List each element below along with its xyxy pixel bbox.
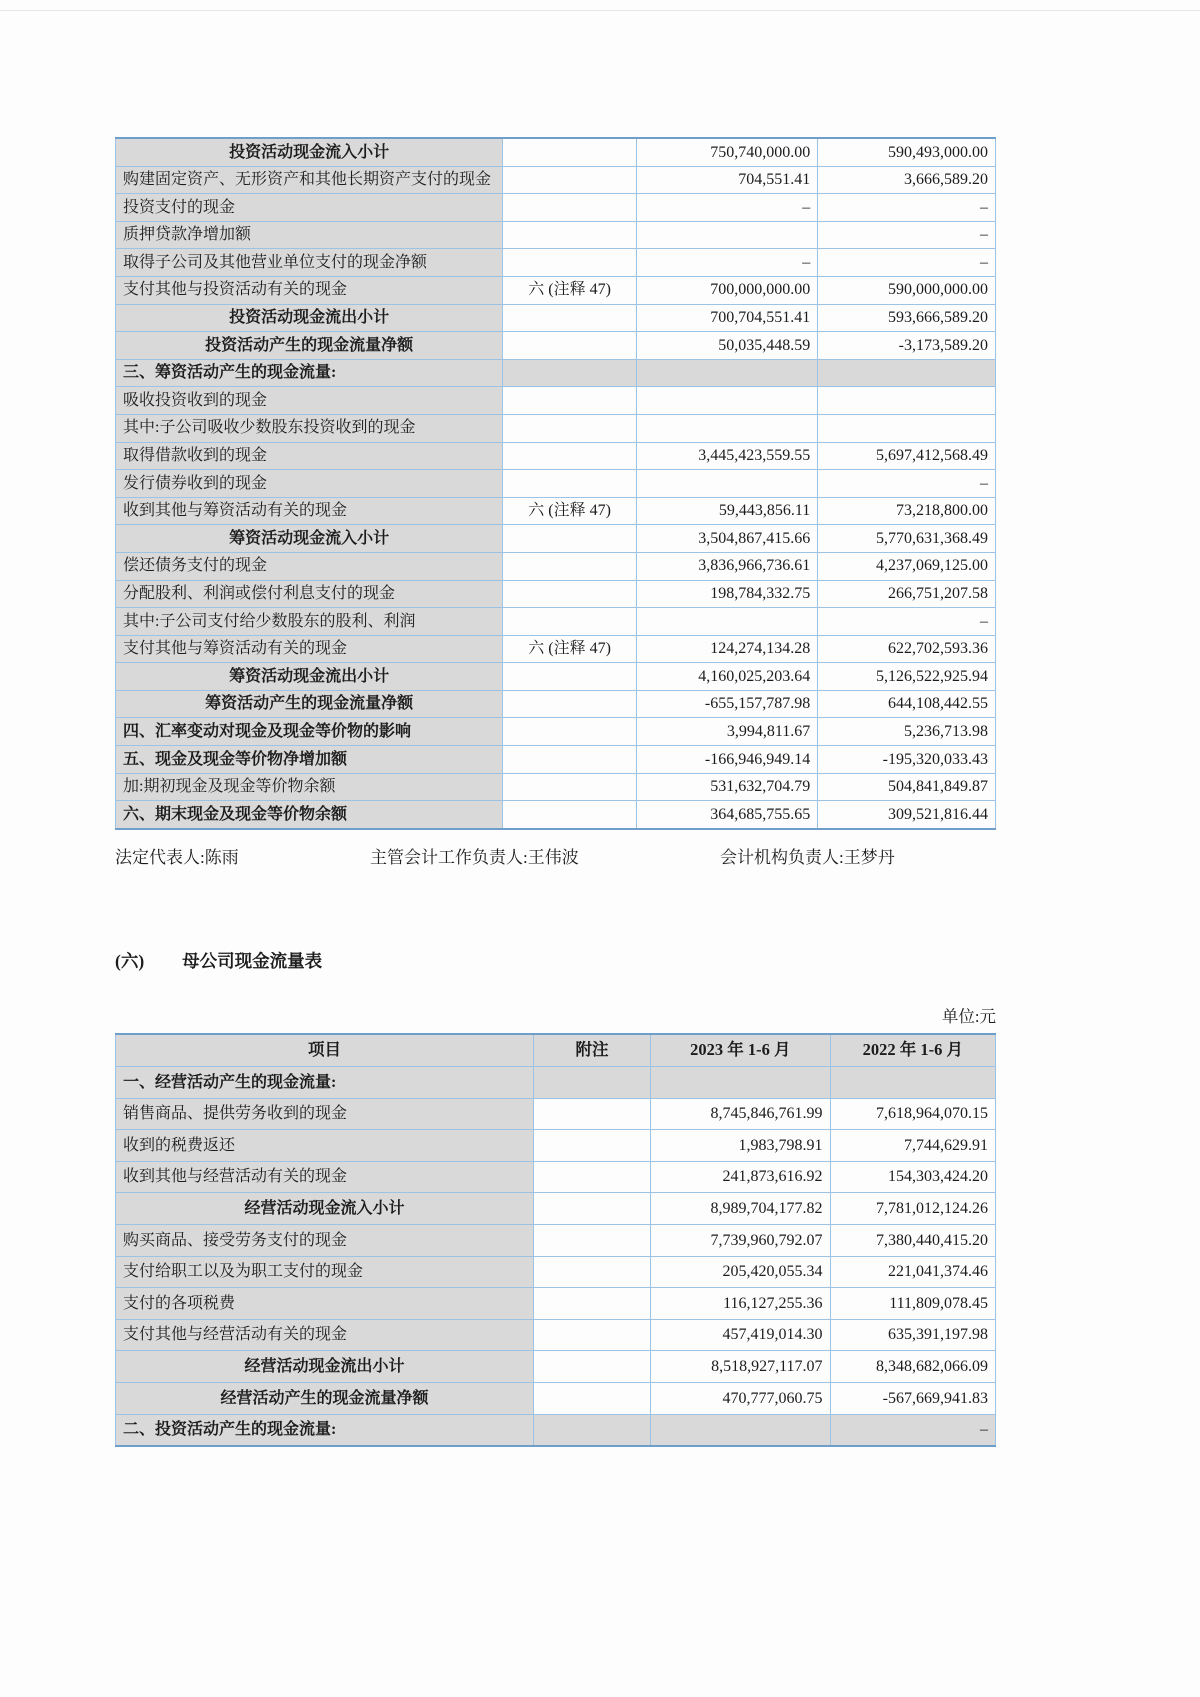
consolidated-cash-flow-table-body bbox=[116, 138, 996, 829]
row-note bbox=[534, 1161, 651, 1193]
row-value-2023: 3,836,966,736.61 bbox=[636, 552, 817, 580]
table-row bbox=[116, 276, 996, 304]
consolidated-cash-flow-table bbox=[115, 137, 996, 830]
table-row bbox=[116, 608, 996, 636]
row-value-2022: 590,000,000.00 bbox=[818, 276, 996, 304]
row-label: 支付其他与投资活动有关的现金 bbox=[116, 276, 503, 304]
row-label: 取得子公司及其他营业单位支付的现金净额 bbox=[116, 249, 503, 277]
row-label: 经营活动产生的现金流量净额 bbox=[116, 1383, 534, 1415]
row-label: 四、汇率变动对现金及现金等价物的影响 bbox=[116, 718, 503, 746]
row-value-2023: -655,157,787.98 bbox=[636, 690, 817, 718]
row-value-2023: 8,518,927,117.07 bbox=[651, 1351, 831, 1383]
row-value-2023: 124,274,134.28 bbox=[636, 635, 817, 663]
row-label: 二、投资活动产生的现金流量: bbox=[116, 1414, 534, 1446]
table-header-row bbox=[116, 1034, 996, 1067]
row-value-2023: 241,873,616.92 bbox=[651, 1161, 831, 1193]
row-value-2022: 5,770,631,368.49 bbox=[818, 525, 996, 553]
table-row bbox=[116, 690, 996, 718]
row-label: 加:期初现金及现金等价物余额 bbox=[116, 773, 503, 801]
table-row bbox=[116, 221, 996, 249]
row-value-2023: 8,989,704,177.82 bbox=[651, 1193, 831, 1225]
table-row bbox=[116, 497, 996, 525]
row-note bbox=[534, 1098, 651, 1130]
row-value-2022: – bbox=[818, 194, 996, 222]
row-note bbox=[503, 387, 637, 415]
row-value-2022: 154,303,424.20 bbox=[830, 1161, 995, 1193]
table-row bbox=[116, 1319, 996, 1351]
row-note bbox=[503, 138, 637, 166]
legal-representative: 法定代表人:陈雨 bbox=[115, 847, 239, 867]
row-value-2022: 5,126,522,925.94 bbox=[818, 663, 996, 691]
row-label: 其中:子公司吸收少数股东投资收到的现金 bbox=[116, 414, 503, 442]
row-note bbox=[503, 552, 637, 580]
row-note bbox=[503, 221, 637, 249]
row-note bbox=[503, 580, 637, 608]
row-value-2023: 50,035,448.59 bbox=[636, 332, 817, 360]
table-row bbox=[116, 166, 996, 194]
row-value-2023: 531,632,704.79 bbox=[636, 773, 817, 801]
row-value-2022: 635,391,197.98 bbox=[830, 1319, 995, 1351]
row-note bbox=[534, 1256, 651, 1288]
table-row bbox=[116, 304, 996, 332]
parent-company-cash-flow-table bbox=[115, 1033, 996, 1447]
row-value-2022: 8,348,682,066.09 bbox=[830, 1351, 995, 1383]
row-note bbox=[503, 359, 637, 387]
row-label: 取得借款收到的现金 bbox=[116, 442, 503, 470]
table-row bbox=[116, 746, 996, 774]
row-note bbox=[503, 801, 637, 829]
row-note bbox=[503, 442, 637, 470]
row-note bbox=[534, 1193, 651, 1225]
row-value-2023 bbox=[636, 221, 817, 249]
row-label: 筹资活动现金流入小计 bbox=[116, 525, 503, 553]
row-note bbox=[503, 608, 637, 636]
row-value-2022: 5,697,412,568.49 bbox=[818, 442, 996, 470]
row-value-2022: 221,041,374.46 bbox=[830, 1256, 995, 1288]
row-label: 支付其他与经营活动有关的现金 bbox=[116, 1319, 534, 1351]
row-value-2022: 593,666,589.20 bbox=[818, 304, 996, 332]
row-value-2022: 266,751,207.58 bbox=[818, 580, 996, 608]
row-label: 筹资活动产生的现金流量净额 bbox=[116, 690, 503, 718]
row-value-2023 bbox=[636, 470, 817, 498]
table-row bbox=[116, 552, 996, 580]
row-label: 发行债券收到的现金 bbox=[116, 470, 503, 498]
table-row bbox=[116, 1193, 996, 1225]
row-value-2022: 7,744,629.91 bbox=[830, 1130, 995, 1162]
table-row bbox=[116, 387, 996, 415]
row-label: 五、现金及现金等价物净增加额 bbox=[116, 746, 503, 774]
row-value-2022: – bbox=[818, 470, 996, 498]
row-note: 六 (注释 47) bbox=[503, 635, 637, 663]
row-value-2023: – bbox=[636, 249, 817, 277]
table-row bbox=[116, 359, 996, 387]
row-label: 质押贷款净增加额 bbox=[116, 221, 503, 249]
row-label: 其中:子公司支付给少数股东的股利、利润 bbox=[116, 608, 503, 636]
row-label: 偿还债务支付的现金 bbox=[116, 552, 503, 580]
parent-company-cash-flow-table-body bbox=[116, 1067, 996, 1447]
row-value-2022: 7,618,964,070.15 bbox=[830, 1098, 995, 1130]
row-label: 三、筹资活动产生的现金流量: bbox=[116, 359, 503, 387]
row-label: 支付其他与筹资活动有关的现金 bbox=[116, 635, 503, 663]
row-note bbox=[503, 746, 637, 774]
row-value-2023: 205,420,055.34 bbox=[651, 1256, 831, 1288]
row-note bbox=[503, 414, 637, 442]
row-note bbox=[503, 166, 637, 194]
row-note bbox=[534, 1414, 651, 1446]
row-value-2022: 504,841,849.87 bbox=[818, 773, 996, 801]
row-label: 收到其他与经营活动有关的现金 bbox=[116, 1161, 534, 1193]
row-label: 购建固定资产、无形资产和其他长期资产支付的现金 bbox=[116, 166, 503, 194]
header-note: 附注 bbox=[534, 1034, 651, 1067]
row-label: 经营活动现金流出小计 bbox=[116, 1351, 534, 1383]
row-value-2022: 590,493,000.00 bbox=[818, 138, 996, 166]
row-label: 支付的各项税费 bbox=[116, 1288, 534, 1320]
row-value-2023: 3,994,811.67 bbox=[636, 718, 817, 746]
table-row bbox=[116, 1351, 996, 1383]
row-label: 投资活动现金流出小计 bbox=[116, 304, 503, 332]
row-value-2023: 4,160,025,203.64 bbox=[636, 663, 817, 691]
row-value-2022 bbox=[830, 1067, 995, 1099]
row-note bbox=[503, 663, 637, 691]
row-value-2023: 700,704,551.41 bbox=[636, 304, 817, 332]
row-value-2022: 7,380,440,415.20 bbox=[830, 1225, 995, 1257]
row-value-2022 bbox=[818, 414, 996, 442]
row-value-2023: 1,983,798.91 bbox=[651, 1130, 831, 1162]
table-row bbox=[116, 138, 996, 166]
table-row bbox=[116, 414, 996, 442]
row-label: 支付给职工以及为职工支付的现金 bbox=[116, 1256, 534, 1288]
row-value-2023: 7,739,960,792.07 bbox=[651, 1225, 831, 1257]
report-content bbox=[115, 137, 996, 1447]
header-2023: 2023 年 1-6 月 bbox=[651, 1034, 831, 1067]
row-value-2023: 59,443,856.11 bbox=[636, 497, 817, 525]
row-value-2022: -195,320,033.43 bbox=[818, 746, 996, 774]
row-note: 六 (注释 47) bbox=[503, 276, 637, 304]
table-row bbox=[116, 442, 996, 470]
row-label: 经营活动现金流入小计 bbox=[116, 1193, 534, 1225]
row-value-2022: 7,781,012,124.26 bbox=[830, 1193, 995, 1225]
row-value-2022: – bbox=[818, 221, 996, 249]
row-value-2023: 116,127,255.36 bbox=[651, 1288, 831, 1320]
table-row bbox=[116, 773, 996, 801]
table-row bbox=[116, 470, 996, 498]
row-value-2022: 309,521,816.44 bbox=[818, 801, 996, 829]
chief-accountant: 主管会计工作负责人:王伟波 bbox=[370, 847, 579, 867]
header-2022: 2022 年 1-6 月 bbox=[830, 1034, 995, 1067]
table-row bbox=[116, 801, 996, 829]
table-row bbox=[116, 1383, 996, 1415]
row-note bbox=[534, 1319, 651, 1351]
row-value-2022: 73,218,800.00 bbox=[818, 497, 996, 525]
row-value-2023 bbox=[636, 414, 817, 442]
row-note bbox=[503, 773, 637, 801]
row-value-2022: 644,108,442.55 bbox=[818, 690, 996, 718]
row-label: 筹资活动现金流出小计 bbox=[116, 663, 503, 691]
row-value-2023: 457,419,014.30 bbox=[651, 1319, 831, 1351]
row-label: 一、经营活动产生的现金流量: bbox=[116, 1067, 534, 1099]
row-value-2022 bbox=[818, 387, 996, 415]
table-row bbox=[116, 194, 996, 222]
row-label: 吸收投资收到的现金 bbox=[116, 387, 503, 415]
section-number: (六) bbox=[115, 950, 145, 971]
row-value-2022: -567,669,941.83 bbox=[830, 1383, 995, 1415]
row-note bbox=[503, 470, 637, 498]
row-note bbox=[503, 304, 637, 332]
row-note bbox=[503, 249, 637, 277]
row-value-2022: – bbox=[818, 608, 996, 636]
row-label: 购买商品、接受劳务支付的现金 bbox=[116, 1225, 534, 1257]
table-row bbox=[116, 1067, 996, 1099]
row-value-2023: 750,740,000.00 bbox=[636, 138, 817, 166]
accounting-head: 会计机构负责人:王梦丹 bbox=[720, 847, 895, 867]
table-row bbox=[116, 635, 996, 663]
section-title: 母公司现金流量表 bbox=[182, 950, 323, 971]
table-row bbox=[116, 1414, 996, 1446]
row-note bbox=[503, 332, 637, 360]
row-note bbox=[534, 1130, 651, 1162]
row-note bbox=[534, 1225, 651, 1257]
row-value-2023: 364,685,755.65 bbox=[636, 801, 817, 829]
row-value-2023: 198,784,332.75 bbox=[636, 580, 817, 608]
table-row bbox=[116, 332, 996, 360]
row-label: 销售商品、提供劳务收到的现金 bbox=[116, 1098, 534, 1130]
table-row bbox=[116, 663, 996, 691]
row-note: 六 (注释 47) bbox=[503, 497, 637, 525]
row-label: 收到其他与筹资活动有关的现金 bbox=[116, 497, 503, 525]
row-value-2022: – bbox=[830, 1414, 995, 1446]
row-value-2023: 700,000,000.00 bbox=[636, 276, 817, 304]
row-value-2023: 3,445,423,559.55 bbox=[636, 442, 817, 470]
row-note bbox=[534, 1288, 651, 1320]
row-label: 收到的税费返还 bbox=[116, 1130, 534, 1162]
row-value-2022: – bbox=[818, 249, 996, 277]
header-item: 项目 bbox=[116, 1034, 534, 1067]
row-note bbox=[503, 718, 637, 746]
table-row bbox=[116, 1161, 996, 1193]
row-value-2023 bbox=[636, 387, 817, 415]
row-value-2022: -3,173,589.20 bbox=[818, 332, 996, 360]
table-row bbox=[116, 249, 996, 277]
row-label: 投资活动现金流入小计 bbox=[116, 138, 503, 166]
row-value-2023: – bbox=[636, 194, 817, 222]
row-value-2023 bbox=[636, 608, 817, 636]
row-label: 分配股利、利润或偿付利息支付的现金 bbox=[116, 580, 503, 608]
row-value-2023 bbox=[636, 359, 817, 387]
table-row bbox=[116, 580, 996, 608]
row-note bbox=[503, 525, 637, 553]
row-value-2022: 5,236,713.98 bbox=[818, 718, 996, 746]
table-row bbox=[116, 1256, 996, 1288]
row-label: 六、期末现金及现金等价物余额 bbox=[116, 801, 503, 829]
row-value-2023 bbox=[651, 1414, 831, 1446]
table-row bbox=[116, 525, 996, 553]
row-note bbox=[503, 690, 637, 718]
row-label: 投资支付的现金 bbox=[116, 194, 503, 222]
row-value-2023: -166,946,949.14 bbox=[636, 746, 817, 774]
section-heading bbox=[115, 948, 996, 973]
table-row bbox=[116, 1098, 996, 1130]
table-row bbox=[116, 1288, 996, 1320]
row-value-2023: 8,745,846,761.99 bbox=[651, 1098, 831, 1130]
table-row bbox=[116, 718, 996, 746]
row-value-2022: 3,666,589.20 bbox=[818, 166, 996, 194]
row-note bbox=[534, 1067, 651, 1099]
row-value-2023: 704,551.41 bbox=[636, 166, 817, 194]
unit-label: 单位:元 bbox=[941, 1006, 996, 1026]
row-label: 投资活动产生的现金流量净额 bbox=[116, 332, 503, 360]
row-value-2022: 111,809,078.45 bbox=[830, 1288, 995, 1320]
row-note bbox=[503, 194, 637, 222]
row-value-2023 bbox=[651, 1067, 831, 1099]
row-note bbox=[534, 1351, 651, 1383]
signature-line bbox=[115, 843, 996, 868]
row-note bbox=[534, 1383, 651, 1415]
row-value-2022: 4,237,069,125.00 bbox=[818, 552, 996, 580]
row-value-2022 bbox=[818, 359, 996, 387]
row-value-2023: 470,777,060.75 bbox=[651, 1383, 831, 1415]
row-value-2022: 622,702,593.36 bbox=[818, 635, 996, 663]
table-row bbox=[116, 1130, 996, 1162]
table-row bbox=[116, 1225, 996, 1257]
row-value-2023: 3,504,867,415.66 bbox=[636, 525, 817, 553]
